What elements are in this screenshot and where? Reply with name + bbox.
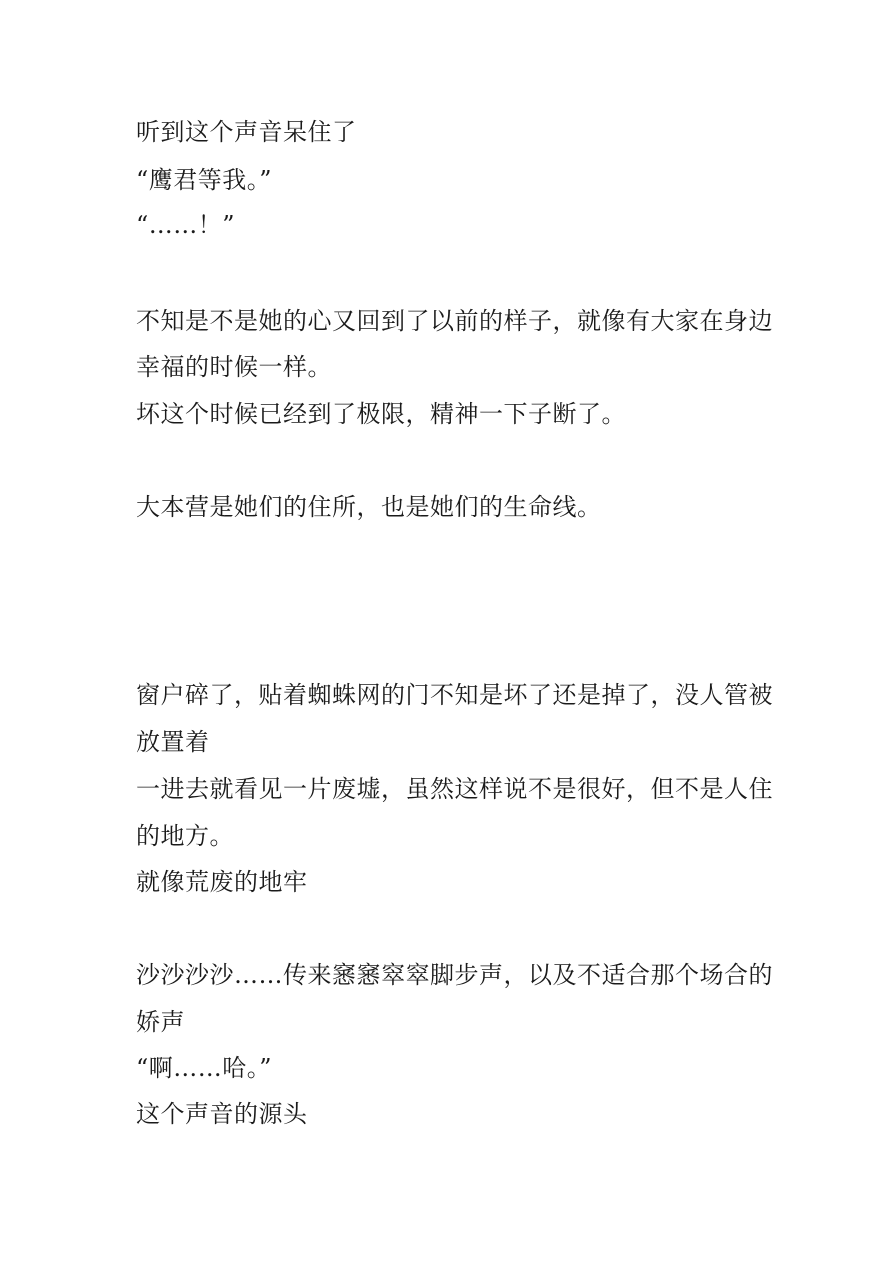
text-line: 大本营是她们的住所，也是她们的生命线。 bbox=[136, 493, 602, 521]
text-line: 坏这个时候已经到了极限，精神一下子断了。 bbox=[136, 400, 626, 428]
text-line: 听到这个声音呆住了 bbox=[136, 118, 357, 146]
text-line: 放置着 bbox=[136, 728, 210, 756]
text-line: 娇声 bbox=[136, 1008, 185, 1036]
text-line: 沙沙沙沙……传来窸窸窣窣脚步声，以及不适合那个场合的 bbox=[136, 961, 773, 989]
text-line: 这个声音的源头 bbox=[136, 1100, 308, 1128]
text-line: 一进去就看见一片废墟，虽然这样说不是很好，但不是人住 bbox=[136, 775, 773, 803]
text-line: 的地方。 bbox=[136, 822, 234, 850]
text-line: 不知是不是她的心又回到了以前的样子，就像有大家在身边 bbox=[136, 307, 773, 335]
text-line: “……！” bbox=[136, 211, 236, 239]
text-line: 就像荒废的地牢 bbox=[136, 868, 308, 896]
text-line: 幸福的时候一样。 bbox=[136, 353, 332, 381]
text-line: “啊……哈。” bbox=[136, 1054, 273, 1082]
text-line: 窗户碎了，贴着蜘蛛网的门不知是坏了还是掉了，没人管被 bbox=[136, 681, 773, 709]
text-line: “鹰君等我。” bbox=[136, 166, 273, 194]
